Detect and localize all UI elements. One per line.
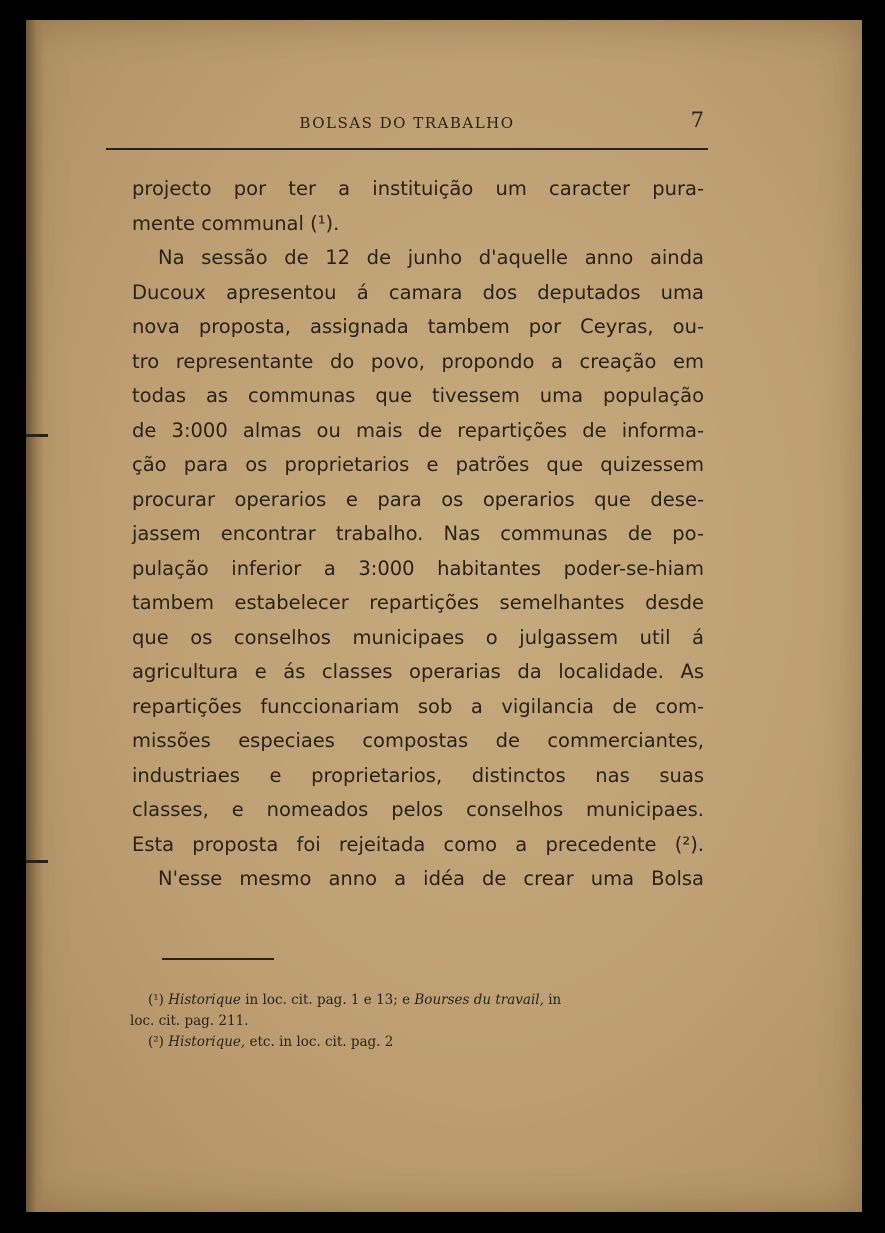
text-line: tambem estabelecer repartições semelhantes desde [132,591,704,614]
text-line: agricultura e ás classes operarias da localidade. As [132,660,704,683]
footnote-1 [130,990,710,1011]
footnote-title: Bourses du travail, [414,992,544,1008]
text-line: que os conselhos municipaes o julgassem util á [132,625,704,649]
footnote-marker: (²) [148,1034,164,1050]
text-line: Esta proposta foi rejeitada como a precedente (²). [132,832,704,856]
footnote-2 [130,1032,710,1053]
text-line: classes, e nomeados pelos conselhos municipaes. [132,798,704,821]
footnote-1-continuation: loc. cit. pag. 211. [130,1013,249,1029]
footnote-title: Historique [168,992,241,1008]
footnote-rule [162,958,274,960]
text-line: todas as communas que tivessem uma população [132,384,704,407]
text-line: pulação inferior a 3:000 habitantes poder-se-hiam [132,556,704,580]
page-number: 7 [690,108,704,132]
footnote-text: etc. in loc. cit. pag. 2 [249,1034,394,1050]
text-line: nova proposta, assignada tambem por Ceyras, ou- [132,315,704,338]
text-line: mente communal (¹). [132,211,340,235]
text-line: projecto por ter a instituição um caracter pura- [132,177,704,200]
footnotes [130,990,710,1053]
text-line: missões especiaes compostas de commerciantes, [132,729,704,752]
text-line: industriaes e proprietarios, distinctos nas suas [132,763,704,787]
footnote-text: in loc. cit. pag. 1 e 13; e [245,992,411,1008]
text-line: repartições funccionariam sob a vigilancia de com- [132,694,704,718]
text-line: jassem encontrar trabalho. Nas communas de po- [132,522,704,545]
running-head: BOLSAS DO TRABALHO [299,114,515,132]
page-header [106,108,708,150]
footnote-text: in [548,992,562,1008]
text-line: tro representante do povo, propondo a creação em [132,349,704,373]
footnote-title: Historique, [168,1034,246,1050]
text-line: N'esse mesmo anno a idéa de crear uma Bolsa [158,867,704,890]
margin-tick-mark [26,434,48,437]
text-line: procurar operarios e para os operarios que dese- [132,487,704,511]
text-line: Ducoux apresentou á camara dos deputados uma [132,280,704,304]
footnote-marker: (¹) [148,992,164,1008]
page-spine-shadow [26,20,44,1212]
body-text [132,172,704,897]
text-line: ção para os proprietarios e patrões que quizessem [132,453,704,476]
text-line: Na sessão de 12 de junho d'aquelle anno ainda [158,246,704,269]
margin-tick-mark [26,860,48,863]
text-line: de 3:000 almas ou mais de repartições de informa- [132,418,704,442]
